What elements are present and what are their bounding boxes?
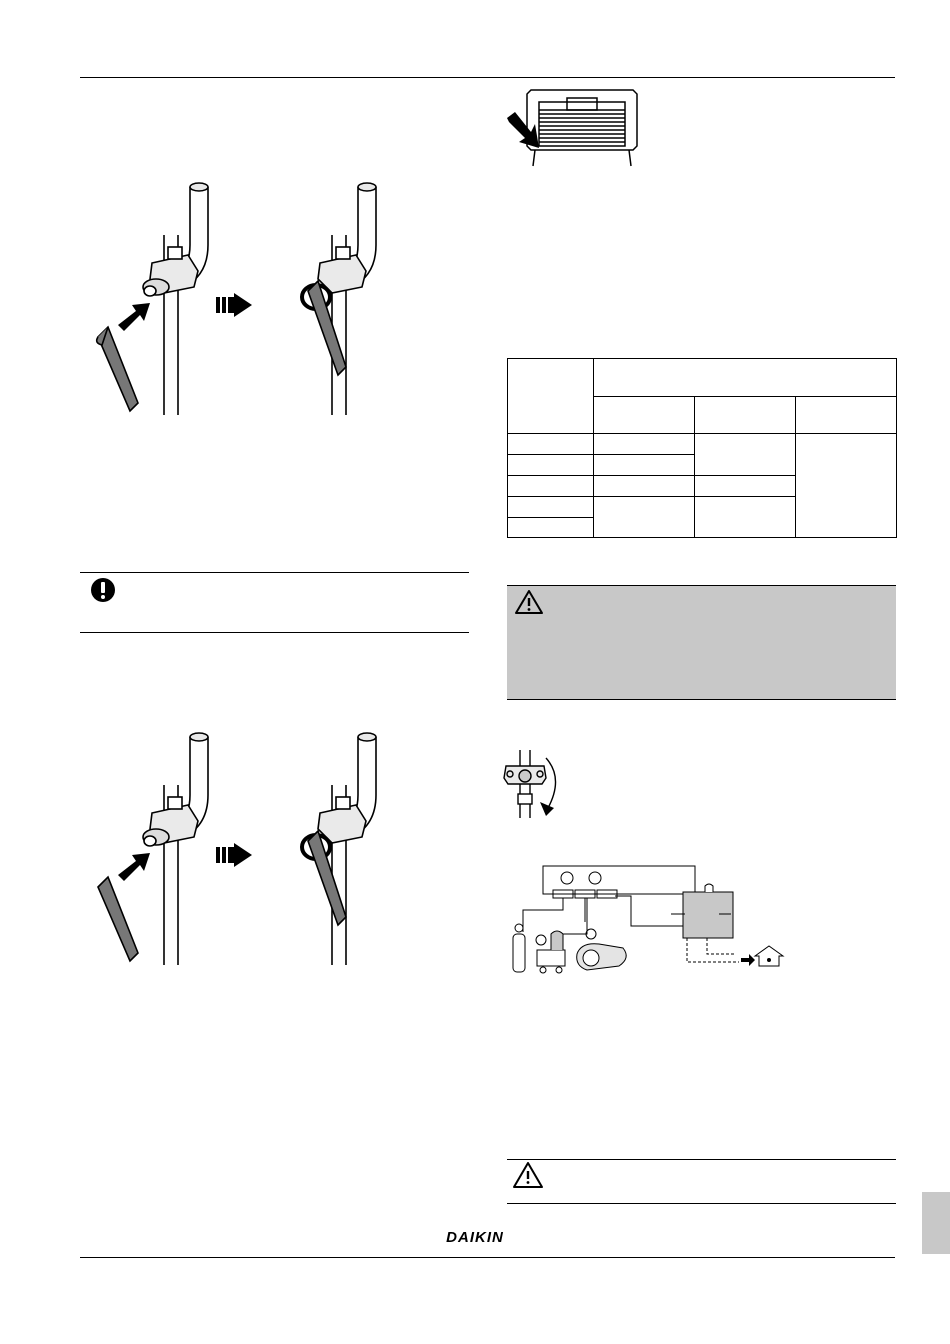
table-cell (594, 476, 695, 497)
table-cell (594, 455, 695, 476)
table-cell (508, 434, 594, 455)
daikin-logo: DAIKIN (446, 1229, 504, 1246)
threaded-cap-figure (505, 88, 645, 168)
table-cell (508, 497, 594, 518)
notice-bottom-rule (80, 632, 469, 633)
table-cell (695, 476, 796, 497)
table-cell (508, 455, 594, 476)
table-header-cell (594, 359, 897, 397)
footer-rule (80, 1257, 895, 1258)
table-cell (796, 434, 897, 538)
table-header-cell (695, 397, 796, 434)
spec-table (507, 358, 897, 538)
table-header-cell (796, 397, 897, 434)
header-rule (80, 77, 895, 78)
hex-key-figure-top (80, 175, 380, 420)
warning-triangle-icon (514, 589, 544, 615)
hex-key-figure-bottom (80, 725, 380, 970)
warning-triangle-icon (512, 1161, 544, 1189)
notice-top-rule (80, 572, 469, 573)
page-side-tab (922, 1192, 950, 1254)
table-cell (594, 497, 695, 538)
table-cell (695, 434, 796, 476)
caution-box (507, 585, 896, 700)
exclamation-icon (90, 577, 116, 603)
valve-turn-figure (500, 748, 570, 820)
table-cell (508, 518, 594, 538)
warning-top-rule (507, 1159, 896, 1160)
table-header-cell (594, 397, 695, 434)
table-header-cell (508, 359, 594, 434)
table-cell (508, 476, 594, 497)
vacuum-system-schematic (503, 862, 793, 980)
table-cell (695, 497, 796, 538)
table-cell (594, 434, 695, 455)
warning-bottom-rule (507, 1203, 896, 1204)
